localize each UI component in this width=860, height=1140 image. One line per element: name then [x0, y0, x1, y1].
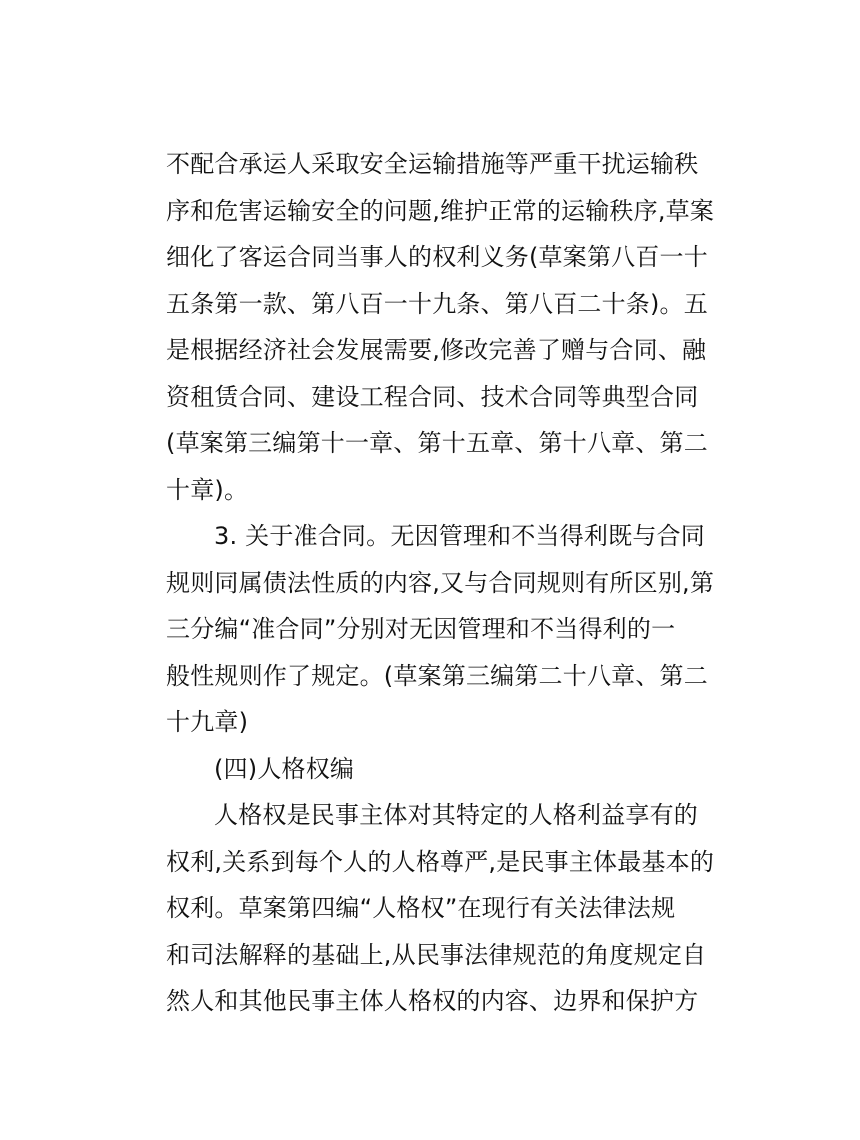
paragraph-start: 人格权是民事主体对其特定的人格利益享有的	[214, 801, 698, 829]
section-heading-4: (四)人格权编	[214, 754, 355, 783]
text-line: 和司法解释的基础上,从民事法律规范的角度规定自	[166, 940, 707, 969]
text-line: (草案第三编第十一章、第十五章、第十八章、第二	[166, 429, 708, 457]
section-heading-3: 3. 关于准合同。无因管理和不当得利既与合同	[214, 522, 705, 550]
text-line: 三分编“准合同”分别对无因管理和不当得利的一	[166, 615, 676, 643]
text-line: 细化了客运合同当事人的权利义务(草案第八百一十	[166, 243, 708, 271]
text-line: 序和危害运输安全的问题,维护正常的运输秩序,草案	[166, 196, 715, 225]
text-line: 是根据经济社会发展需要,修改完善了赠与合同、融	[166, 336, 707, 364]
text-line: 规则同属债法性质的内容,又与合同规则有所区别,第	[166, 568, 715, 597]
text-line: 十九章)	[166, 708, 249, 736]
document-body	[166, 141, 715, 1025]
text-line: 资租赁合同、建设工程合同、技术合同等典型合同	[166, 382, 699, 411]
text-line: 五条第一款、第八百一十九条、第八百二十条)。五	[166, 289, 708, 318]
text-line: 般性规则作了规定。(草案第三编第二十八章、第二	[166, 661, 708, 690]
text-line: 十章)。	[166, 475, 249, 504]
text-line: 权利。草案第四编“人格权”在现行有关法律法规	[166, 894, 676, 922]
text-line: 权利,关系到每个人的人格尊严,是民事主体最基本的	[166, 847, 715, 876]
text-line: 不配合承运人采取安全运输措施等严重干扰运输秩	[166, 150, 699, 178]
text-line: 然人和其他民事主体人格权的内容、边界和保护方	[166, 987, 699, 1015]
